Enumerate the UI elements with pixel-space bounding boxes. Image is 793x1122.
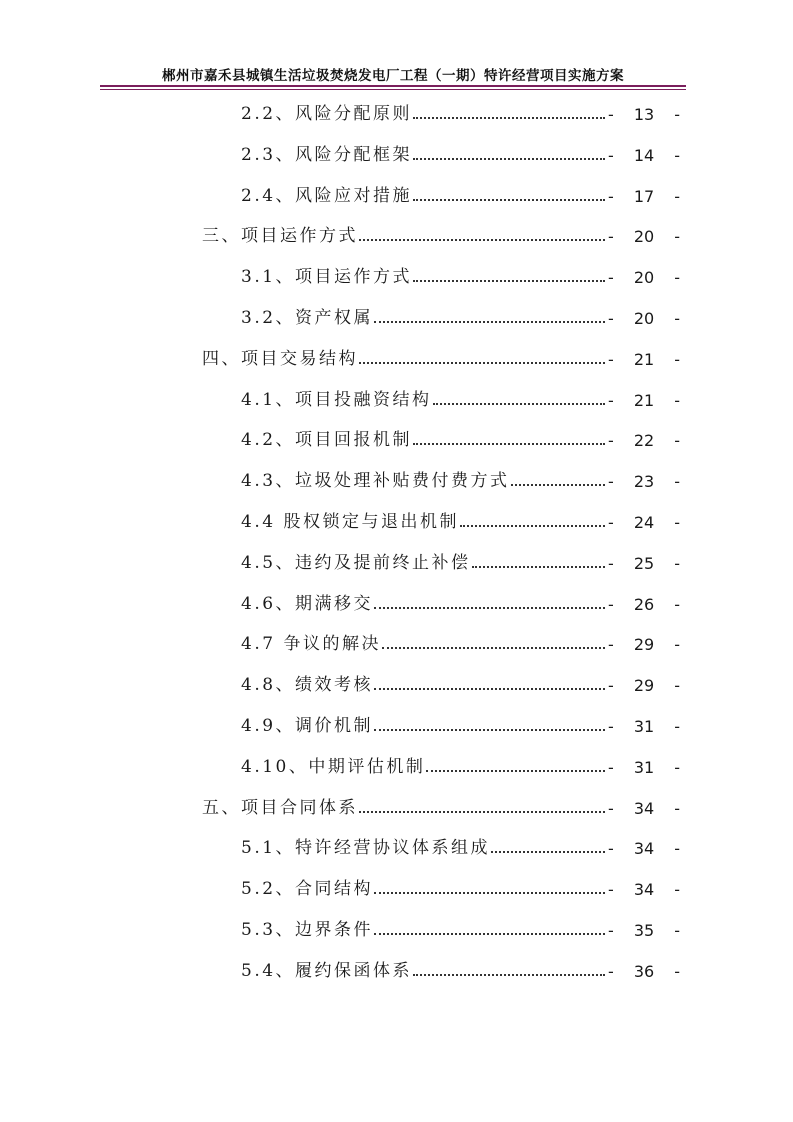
toc-entry-title: 2.3、风险分配框架 (241, 144, 413, 165)
toc-entry-title: 2.2、风险分配原则 (241, 104, 413, 124)
page-dash-left: - (608, 472, 614, 492)
toc-dot-leader (374, 729, 605, 731)
toc-entry[interactable] (202, 220, 793, 246)
toc-dot-leader (374, 607, 605, 609)
page-dash-left: - (608, 145, 614, 165)
page-dash-right: - (674, 798, 680, 818)
toc-dot-leader (374, 933, 605, 935)
toc-entry-page-number (608, 513, 680, 532)
page-dash-right: - (674, 839, 680, 859)
page-dash-right: - (674, 757, 680, 777)
toc-dot-leader (359, 811, 605, 813)
toc-entry-title: 4.9、调价机制 (241, 716, 374, 736)
toc-dot-leader (413, 117, 605, 119)
toc-entry-page-number (608, 839, 680, 858)
toc-dot-leader (433, 403, 605, 405)
toc-entry-page-number (608, 962, 680, 981)
toc-entry-title: 4.6、期满移交 (241, 593, 374, 614)
toc-entry-title: 4.3、垃圾处理补贴费付费方式 (241, 471, 510, 492)
header-rule-thick (100, 85, 686, 87)
toc-entry[interactable] (241, 261, 793, 287)
toc-entry[interactable] (202, 792, 793, 818)
page-dash-left: - (608, 757, 614, 777)
toc-dot-leader (374, 688, 605, 690)
toc-entry-page-number (608, 309, 680, 328)
toc-entry[interactable] (241, 424, 793, 450)
toc-entry-page-number (608, 758, 680, 777)
page-number: 21 (633, 349, 655, 369)
toc-entry[interactable] (241, 955, 793, 981)
toc-entry-page-number (608, 268, 680, 287)
page-dash-left: - (608, 921, 614, 940)
toc-entry[interactable] (241, 832, 793, 858)
toc-entry-page-number (608, 717, 680, 736)
page-number: 20 (633, 309, 655, 328)
toc-entry[interactable] (241, 302, 793, 328)
page-number: 34 (633, 839, 655, 859)
page-dash-right: - (674, 349, 680, 369)
page-dash-right: - (674, 594, 680, 614)
toc-entry[interactable] (241, 588, 793, 614)
page-number: 21 (633, 390, 655, 410)
page-dash-right: - (674, 676, 680, 696)
toc-entry[interactable] (202, 343, 793, 369)
page-dash-right: - (674, 390, 680, 410)
toc-entry-title: 4.1、项目投融资结构 (241, 389, 432, 410)
toc-dot-leader (413, 280, 605, 282)
header-rule-thin (100, 89, 686, 90)
page-dash-left: - (608, 880, 614, 900)
toc-entry-title: 五、项目合同体系 (202, 797, 358, 818)
toc-entry[interactable] (241, 465, 793, 491)
page-number: 29 (633, 676, 655, 696)
page-dash-left: - (608, 105, 614, 124)
page-dash-right: - (674, 309, 680, 328)
page-dash-left: - (608, 268, 614, 288)
toc-dot-leader (426, 770, 605, 772)
toc-entry-title: 5.1、特许经营协议体系组成 (241, 838, 491, 859)
toc-entry[interactable] (241, 547, 793, 573)
toc-dot-leader (511, 484, 605, 486)
page-dash-right: - (674, 921, 680, 940)
toc-entry-title: 3.2、资产权属 (241, 308, 374, 328)
toc-dot-leader (382, 647, 605, 649)
toc-entry[interactable] (241, 384, 793, 410)
page-dash-right: - (674, 431, 680, 451)
page-dash-right: - (674, 635, 680, 655)
toc-entry-page-number (608, 880, 680, 899)
page-number: 29 (633, 635, 655, 655)
page-dash-left: - (608, 635, 614, 655)
page-number: 35 (633, 921, 655, 940)
toc-entry-page-number (608, 799, 680, 818)
toc-entry-page-number (608, 595, 680, 614)
page-number: 23 (633, 472, 655, 492)
page-dash-right: - (674, 553, 680, 573)
toc-entry[interactable] (241, 751, 793, 777)
page-dash-right: - (674, 145, 680, 165)
page-number: 13 (633, 105, 655, 124)
toc-entry-title: 5.4、履约保函体系 (241, 960, 413, 981)
page-number: 20 (633, 227, 655, 247)
toc-entry[interactable] (241, 628, 793, 654)
toc-dot-leader (374, 321, 605, 323)
toc-dot-leader (413, 443, 605, 445)
toc-entry-title: 2.4、风险应对措施 (241, 185, 413, 206)
toc-entry-page-number (608, 227, 680, 246)
page-dash-right: - (674, 105, 680, 124)
page-dash-right: - (674, 472, 680, 492)
page-dash-left: - (608, 513, 614, 532)
toc-entry-page-number (608, 676, 680, 695)
page-header-title: 郴州市嘉禾县城镇生活垃圾焚烧发电厂工程（一期）特许经营项目实施方案 (162, 68, 624, 84)
page-dash-right: - (674, 227, 680, 247)
toc-entry-page-number (608, 472, 680, 491)
toc-entry-page-number (608, 350, 680, 369)
page-dash-left: - (608, 798, 614, 818)
toc-entry-title: 4.2、项目回报机制 (241, 430, 413, 451)
toc-dot-leader (460, 525, 605, 527)
toc-entry-title: 4.7 争议的解决 (241, 634, 381, 655)
toc-entry-title: 四、项目交易结构 (202, 348, 358, 369)
page-number: 17 (633, 186, 655, 206)
toc-entry[interactable] (241, 710, 793, 736)
toc-entry[interactable] (241, 669, 793, 695)
toc-dot-leader (359, 239, 605, 241)
page-number: 26 (633, 594, 655, 614)
toc-entry-page-number (608, 187, 680, 206)
page-dash-left: - (608, 349, 614, 369)
toc-dot-leader (413, 158, 605, 160)
page-dash-left: - (608, 186, 614, 206)
page-dash-right: - (674, 961, 680, 981)
toc-entry-title: 4.5、违约及提前终止补偿 (241, 552, 471, 573)
toc-entry-page-number (608, 391, 680, 410)
toc-dot-leader (491, 851, 605, 853)
toc-dot-leader (359, 362, 605, 364)
page-number: 20 (633, 268, 655, 288)
toc-entry[interactable] (241, 180, 793, 206)
toc-entry-title: 3.1、项目运作方式 (241, 267, 413, 288)
page-dash-right: - (674, 268, 680, 288)
toc-entry[interactable] (241, 873, 793, 899)
toc-entry[interactable] (241, 98, 793, 124)
page-dash-left: - (608, 717, 614, 736)
page-number: 31 (633, 717, 655, 736)
toc-dot-leader (472, 566, 605, 568)
toc-entry-page-number (608, 431, 680, 450)
page-number: 25 (633, 553, 655, 573)
toc-entry-title: 三、项目运作方式 (202, 226, 358, 247)
page-number: 24 (633, 513, 655, 532)
toc-entry-title: 5.2、合同结构 (241, 879, 374, 900)
toc-entry-page-number (608, 921, 680, 940)
page-dash-right: - (674, 513, 680, 532)
toc-entry[interactable] (241, 506, 793, 532)
toc-entry-title: 4.4 股权锁定与退出机制 (241, 512, 459, 532)
page-number: 34 (633, 880, 655, 900)
page-dash-left: - (608, 309, 614, 328)
toc-entry-page-number (608, 105, 680, 124)
page-dash-left: - (608, 676, 614, 696)
toc-entry-page-number (608, 635, 680, 654)
page-dash-left: - (608, 594, 614, 614)
toc-dot-leader (413, 974, 605, 976)
page-dash-left: - (608, 961, 614, 981)
page-number: 36 (633, 961, 655, 981)
page-dash-left: - (608, 390, 614, 410)
page-dash-right: - (674, 880, 680, 900)
page-dash-right: - (674, 717, 680, 736)
page-dash-left: - (608, 227, 614, 247)
page-number: 22 (633, 431, 655, 451)
toc-entry-title: 4.8、绩效考核 (241, 675, 374, 696)
toc-entry[interactable] (241, 139, 793, 165)
page-dash-right: - (674, 186, 680, 206)
toc-entry-title: 5.3、边界条件 (241, 920, 374, 940)
toc-entry[interactable] (241, 914, 793, 940)
page-dash-left: - (608, 839, 614, 859)
page-number: 31 (633, 757, 655, 777)
page-number: 14 (633, 145, 655, 165)
page-dash-left: - (608, 431, 614, 451)
toc-dot-leader (413, 199, 605, 201)
toc-entry-page-number (608, 554, 680, 573)
toc-entry-page-number (608, 146, 680, 165)
page-dash-left: - (608, 553, 614, 573)
page-number: 34 (633, 798, 655, 818)
toc-entry-title: 4.10、中期评估机制 (241, 756, 426, 777)
toc-dot-leader (374, 892, 605, 894)
